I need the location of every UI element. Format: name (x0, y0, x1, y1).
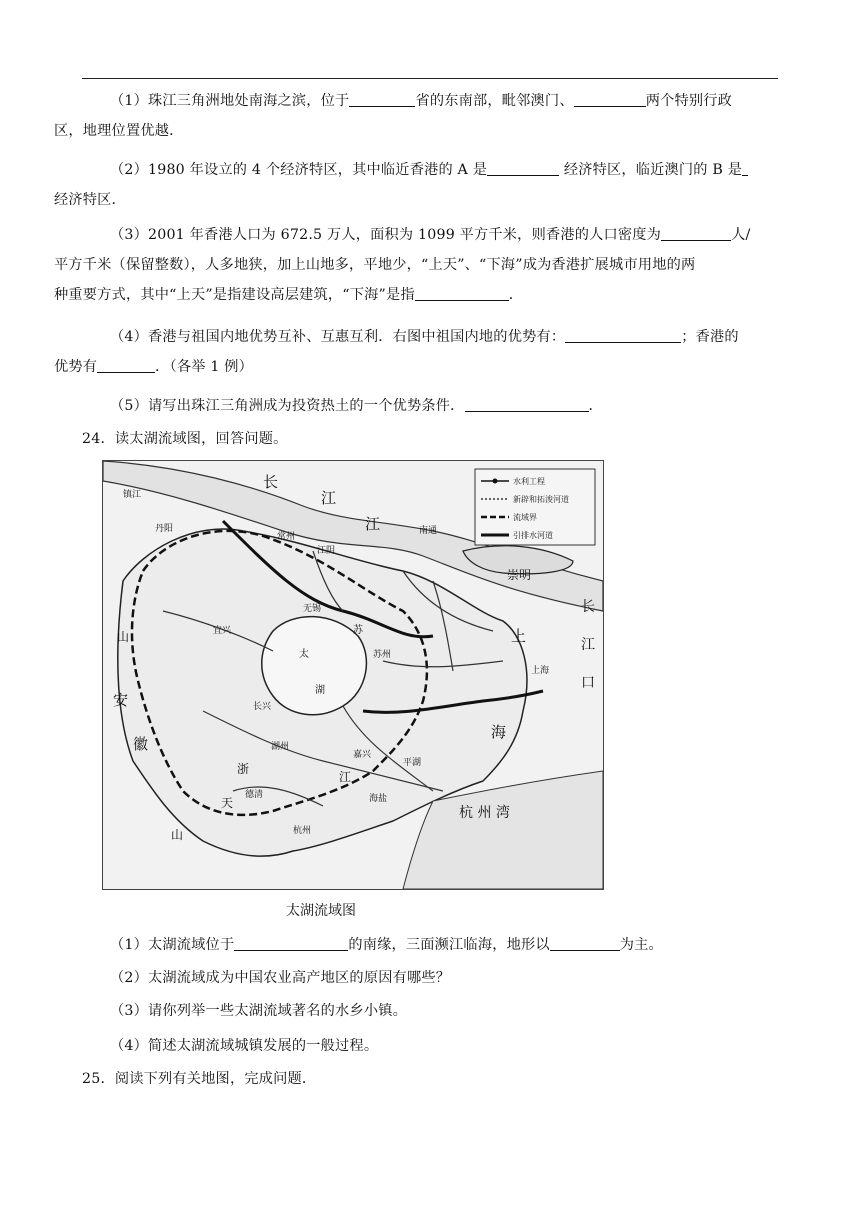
q23-sub3-text-e: ． (508, 287, 524, 303)
label-changzhou: 常州 (277, 532, 296, 542)
label-hai: 海 (491, 723, 507, 741)
legend-symbol-dot (493, 479, 498, 484)
q23-sub1 (54, 86, 778, 146)
label-jiaxing: 嘉兴 (353, 750, 372, 760)
q23-sub4-text-d: ．（各举 1 例） (155, 359, 254, 375)
label-estuary-chang: 长 (581, 599, 595, 615)
label-an: 安 (113, 691, 129, 709)
q24-sub4: （4）简述太湖流域城镇发展的一般过程。 (110, 1038, 379, 1054)
label-jiang-mid: 江 (339, 770, 352, 784)
label-jiang: 江 (365, 515, 381, 533)
legend-label-new-channel: 新辟和拓浚河道 (513, 495, 569, 504)
label-changxing: 长兴 (253, 702, 272, 712)
label-hui: 徽 (133, 735, 149, 753)
label-estuary-kou: 口 (581, 675, 595, 691)
q23-sub2-text-c: 经济特区． (54, 192, 126, 208)
legend-label-boundary: 流域界 (513, 513, 537, 522)
label-huzhou: 湖州 (271, 742, 290, 752)
answer-blank[interactable] (742, 161, 748, 176)
legend-label-drainage: 引排水河道 (513, 531, 553, 540)
q24-title: 24．读太湖流域图，回答问题。 (82, 431, 288, 447)
q23-sub5-text-b: ． (588, 398, 603, 414)
answer-blank[interactable] (465, 397, 589, 412)
legend-label-hydraulic: 水利工程 (513, 477, 545, 486)
answer-blank[interactable] (349, 92, 415, 107)
answer-blank[interactable] (415, 286, 509, 301)
q24-sub2: （2）太湖流域成为中国农业高产地区的原因有哪些？ (110, 970, 451, 986)
map-caption: 太湖流域图 (286, 903, 356, 919)
label-yixing: 宜兴 (213, 626, 232, 636)
answer-blank[interactable] (487, 161, 559, 176)
label-haiyan: 海盐 (369, 794, 388, 804)
label-jiang: 江 (321, 489, 337, 507)
label-zhenjiang: 镇江 (123, 490, 142, 500)
q25-title: 25．阅读下列有关地图，完成问题． (82, 1071, 317, 1087)
answer-blank[interactable] (550, 936, 620, 951)
answer-blank[interactable] (234, 936, 348, 951)
q23-sub2-text-a: （2）1980 年设立的 4 个经济特区，其中临近香港的 A 是 (110, 162, 488, 178)
q23-sub4 (54, 322, 778, 382)
q23-sub1-text-c: 两个特别行政 (645, 93, 733, 109)
header-rule (82, 78, 778, 79)
label-chongming: 崇明 (507, 568, 532, 582)
label-wuxi: 无锡 (303, 604, 322, 614)
label-hu: 湖 (315, 685, 325, 696)
q24-sub3: （3）请你列举一些太湖流域著名的水乡小镇。 (110, 1003, 407, 1019)
q23-sub2-text-b: 经济特区，临近澳门的 B 是 (559, 162, 743, 178)
q23-sub4-text-a: （4）香港与祖国内地优势互补、互惠互利．右图中祖国内地的优势有： (110, 329, 566, 345)
label-jiangyin: 江阴 (317, 546, 336, 556)
map-svg (103, 461, 603, 889)
answer-blank[interactable] (661, 226, 731, 241)
q23-sub4-text-c: 优势有 (54, 359, 98, 375)
label-yangtze: 长 (263, 473, 279, 491)
label-estuary-jiang: 江 (581, 637, 595, 653)
q23-sub3-text-c: 平方千米（保留整数），人多地狭，加上山地多，平地少，“上天”、“下海”成为香港扩展城市用地的两 (54, 257, 696, 273)
map-legend (475, 469, 595, 545)
label-su: 苏 (353, 625, 363, 636)
label-shan: 山 (117, 630, 130, 644)
q24-sub1-text-b: 的南缘，三面濒江临海，地形以 (348, 937, 550, 953)
label-shan: 山 (171, 828, 184, 842)
label-hangzhou-bay: 杭 州 湾 (459, 805, 510, 821)
label-pinghu: 平湖 (403, 758, 422, 768)
q23-sub3-text-a: （3）2001 年香港人口为 672.5 万人，面积为 1099 平方千米，则香港的人口密度为 (110, 227, 662, 243)
q23-sub5-text-a: （5）请写出珠江三角洲成为投资热土的一个优势条件． (110, 398, 465, 414)
label-shanghai: 上海 (531, 666, 550, 676)
q23-sub2 (54, 155, 778, 215)
label-tian: 天 (221, 796, 234, 810)
q23-sub3-text-d: 种重要方式，其中“上天”是指建设高层建筑，“下海”是指 (54, 287, 415, 303)
answer-blank[interactable] (574, 92, 646, 107)
label-suzhou: 苏州 (373, 650, 392, 660)
q23-sub1-text-a: （1）珠江三角洲地处南海之滨，位于 (110, 93, 350, 109)
q23-sub1-text-b: 省的东南部，毗邻澳门、 (415, 93, 574, 109)
q23-sub4-text-b: ；香港的 (681, 329, 739, 345)
q23-sub3 (54, 220, 778, 310)
tai-lake (262, 617, 367, 715)
label-shang: 上 (511, 627, 527, 645)
taihu-basin-map (102, 460, 604, 890)
label-danyang: 丹阳 (155, 524, 174, 534)
label-zhe: 浙 (237, 762, 250, 776)
q23-sub3-text-b: 人/ (731, 227, 751, 243)
q24-sub1-text-c: 为主。 (619, 937, 663, 953)
q23-sub5 (82, 391, 778, 421)
answer-blank[interactable] (565, 328, 681, 343)
label-hangzhou: 杭州 (293, 826, 312, 836)
q24-sub1 (82, 930, 778, 960)
q23-sub1-text-d: 区，地理位置优越． (54, 123, 184, 139)
label-tai: 太 (299, 649, 309, 660)
label-nantong: 南通 (419, 526, 438, 536)
q24-sub1-text-a: （1）太湖流域位于 (110, 937, 235, 953)
answer-blank[interactable] (97, 358, 155, 373)
label-deqing: 德清 (245, 790, 264, 800)
